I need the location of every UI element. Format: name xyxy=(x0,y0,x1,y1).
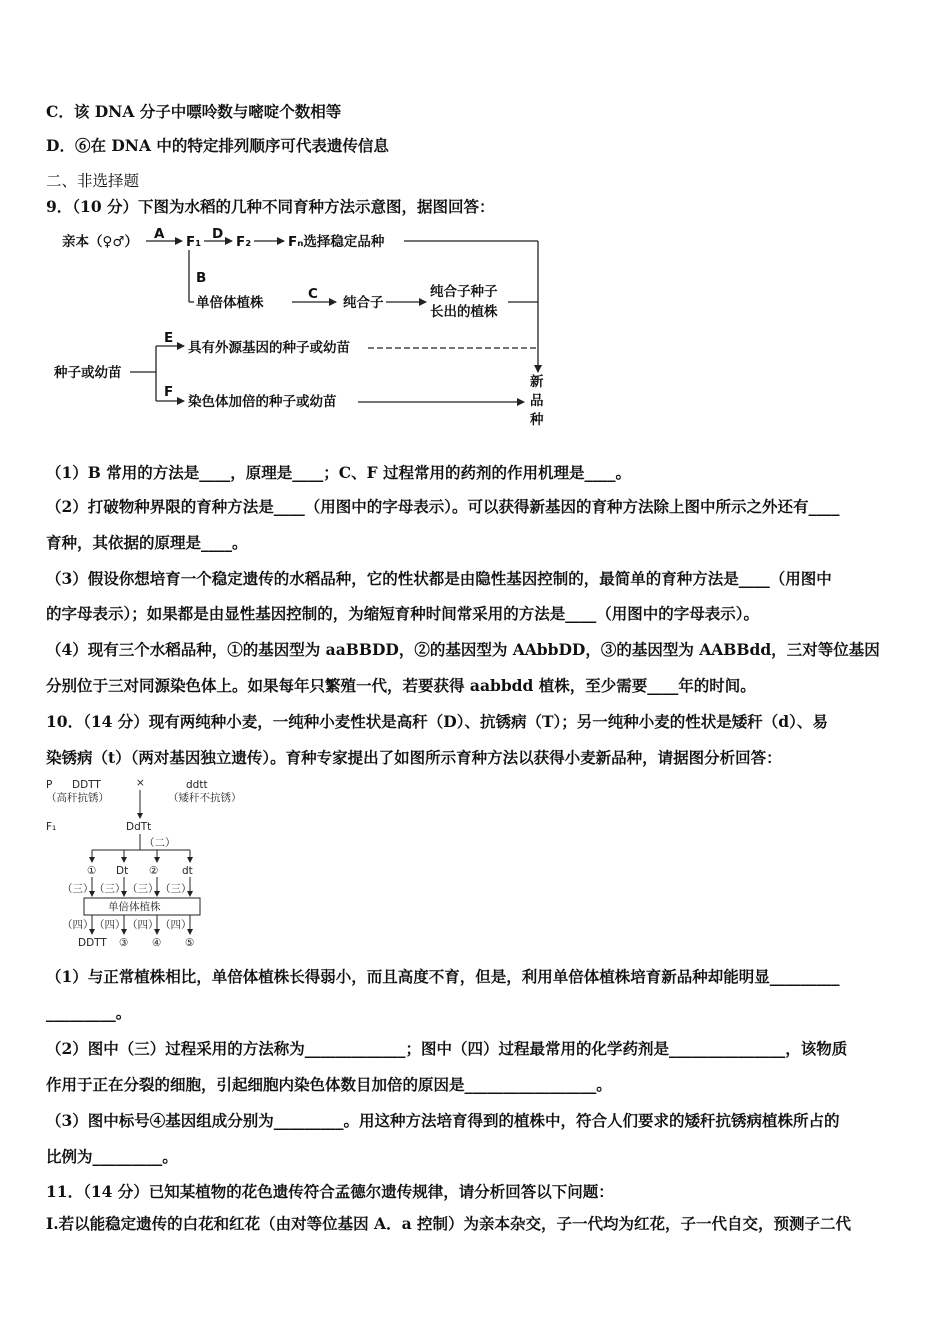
q10-step4-label-1: （四） xyxy=(62,919,94,931)
q9-foreign-gene-label: 具有外源基因的种子或幼苗 xyxy=(188,340,350,356)
q10-stem-line2: 染锈病（t）（两对基因独立遗传）。育种专家提出了如图所示育种方法以获得小麦新品种，请据图分析回答： xyxy=(46,748,782,767)
q9-label-f: F xyxy=(164,384,174,400)
q10-step4-label-3: （四） xyxy=(127,919,159,931)
q9-label-e: E xyxy=(164,330,174,346)
q9-label-c: C xyxy=(308,286,318,302)
q9-haploid-label: 单倍体植株 xyxy=(196,295,264,311)
q10-gamete-1: ① xyxy=(87,865,97,877)
q10-part3-line2: 比例为_________。 xyxy=(46,1147,178,1166)
q10-part2-line1: （2）图中（三）过程采用的方法称为_____________；图中（四）过程最常用的化学药剂是_______________，该物质 xyxy=(46,1039,848,1058)
q9-f2-label: F₂ xyxy=(236,234,252,250)
q9-f1-label: F₁ xyxy=(186,234,202,250)
q10-step3-label-2: （三） xyxy=(94,883,126,895)
q10-parent2-genotype: ddtt xyxy=(186,779,208,791)
q10-gamete-4: dt xyxy=(182,865,193,877)
q9-part3-line2: 的字母表示）；如果都是由显性基因控制的，为缩短育种时间常采用的方法是____（用图中的字母表示）。 xyxy=(46,604,760,623)
q10-stem-line1: 10．（14 分）现有两纯种小麦，一纯种小麦性状是高秆（D）、抗锈病（T）；另一纯种小麦的性状是矮秆（d）、易 xyxy=(46,712,828,731)
q10-f1-genotype: DdTt xyxy=(126,821,152,833)
q10-gamete-2: Dt xyxy=(116,865,129,877)
q9-new-variety-1: 新 xyxy=(530,374,544,390)
q10-parent1-genotype: DDTT xyxy=(72,779,101,791)
q9-label-a: A xyxy=(154,226,165,242)
q11-part1: Ⅰ.若以能稳定遗传的白花和红花（由对等位基因 A．a 控制）为亲本杂交，子一代均为红花，子一代自交，预测子二代 xyxy=(46,1214,852,1233)
q10-part2-line2: 作用于正在分裂的细胞，引起细胞内染色体数目加倍的原因是_________________。 xyxy=(46,1075,612,1094)
q9-new-variety-2: 品 xyxy=(530,393,544,409)
q10-result-2: ③ xyxy=(119,937,129,949)
q9-parent-label: 亲本（♀♂） xyxy=(62,234,138,250)
q9-stem: 9．（10 分）下图为水稻的几种不同育种方法示意图，据图回答： xyxy=(46,197,495,216)
q9-homozygote-label: 纯合子 xyxy=(343,295,384,311)
option-d: D．⑥在 DNA 中的特定排列顺序可代表遗传信息 xyxy=(46,136,389,155)
q9-label-d: D xyxy=(212,226,224,242)
q10-gamete-3: ② xyxy=(149,865,159,877)
q10-step2-label: （二） xyxy=(144,837,176,849)
q10-cross-symbol: × xyxy=(136,777,145,789)
q9-part3-line1: （3）假设你想培育一个稳定遗传的水稻品种，它的性状都是由隐性基因控制的，最简单的育种方法是____（用图中 xyxy=(46,569,832,588)
q10-step4-label-4: （四） xyxy=(160,919,192,931)
q10-step4-label-2: （四） xyxy=(94,919,126,931)
q9-doubled-label: 染色体加倍的种子或幼苗 xyxy=(188,394,337,410)
q10-parent1-phenotype: （高秆抗锈） xyxy=(46,792,109,804)
q10-step3-label-1: （三） xyxy=(62,883,94,895)
q10-parent2-phenotype: （矮秆不抗锈） xyxy=(168,792,242,804)
q9-seed-label: 种子或幼苗 xyxy=(54,365,122,381)
q10-result-3: ④ xyxy=(152,937,162,949)
q10-part1-line1: （1）与正常植株相比，单倍体植株长得弱小，而且高度不育，但是，利用单倍体植株培育新品种却能明显_________ xyxy=(46,967,840,986)
section-title: 二、非选择题 xyxy=(46,172,140,190)
q10-result-4: ⑤ xyxy=(185,937,195,949)
q9-homo-plant-line1: 纯合子种子 xyxy=(430,284,498,300)
q9-label-b: B xyxy=(196,270,207,286)
q10-part3-line1: （3）图中标号④基因组成分别为_________。用这种方法培育得到的植株中，符合人们要求的矮秆抗锈病植株所占的 xyxy=(46,1111,840,1130)
q9-new-variety-3: 种 xyxy=(530,412,544,428)
q10-step3-label-3: （三） xyxy=(127,883,159,895)
q9-breeding-diagram xyxy=(46,224,556,436)
q9-part4-line1: （4）现有三个水稻品种，①的基因型为 aaBBDD，②的基因型为 AAbbDD，③的基因型为 AABBdd，三对等位基因 xyxy=(46,640,880,659)
q10-haploid-label: 单倍体植株 xyxy=(108,901,161,913)
q9-part4-line2: 分别位于三对同源染色体上。如果每年只繁殖一代，若要获得 aabbdd 植株，至少需要____年的时间。 xyxy=(46,676,756,695)
q10-f1-label: F₁ xyxy=(46,821,57,833)
q10-breeding-diagram xyxy=(44,776,304,952)
q10-step3-label-4: （三） xyxy=(160,883,192,895)
q9-homo-plant-line2: 长出的植株 xyxy=(430,304,498,320)
q9-fn-label: Fₙ选择稳定品种 xyxy=(288,234,385,250)
q10-part1-line2: _________。 xyxy=(46,1003,132,1022)
q9-part1: （1）B 常用的方法是____，原理是____；C、F 过程常用的药剂的作用机理是____。 xyxy=(46,463,632,482)
q10-p-label: P xyxy=(46,779,53,791)
q9-part2-line2: 育种，其依据的原理是____。 xyxy=(46,533,248,552)
q11-stem: 11．（14 分）已知某植物的花色遗传符合孟德尔遗传规律，请分析回答以下问题： xyxy=(46,1182,614,1201)
q9-part2-line1: （2）打破物种界限的育种方法是____（用图中的字母表示）。可以获得新基因的育种方法除上图中所示之外还有____ xyxy=(46,497,840,516)
option-c: C．该 DNA 分子中嘌呤数与嘧啶个数相等 xyxy=(46,102,342,121)
q10-result-1: DDTT xyxy=(78,937,107,949)
